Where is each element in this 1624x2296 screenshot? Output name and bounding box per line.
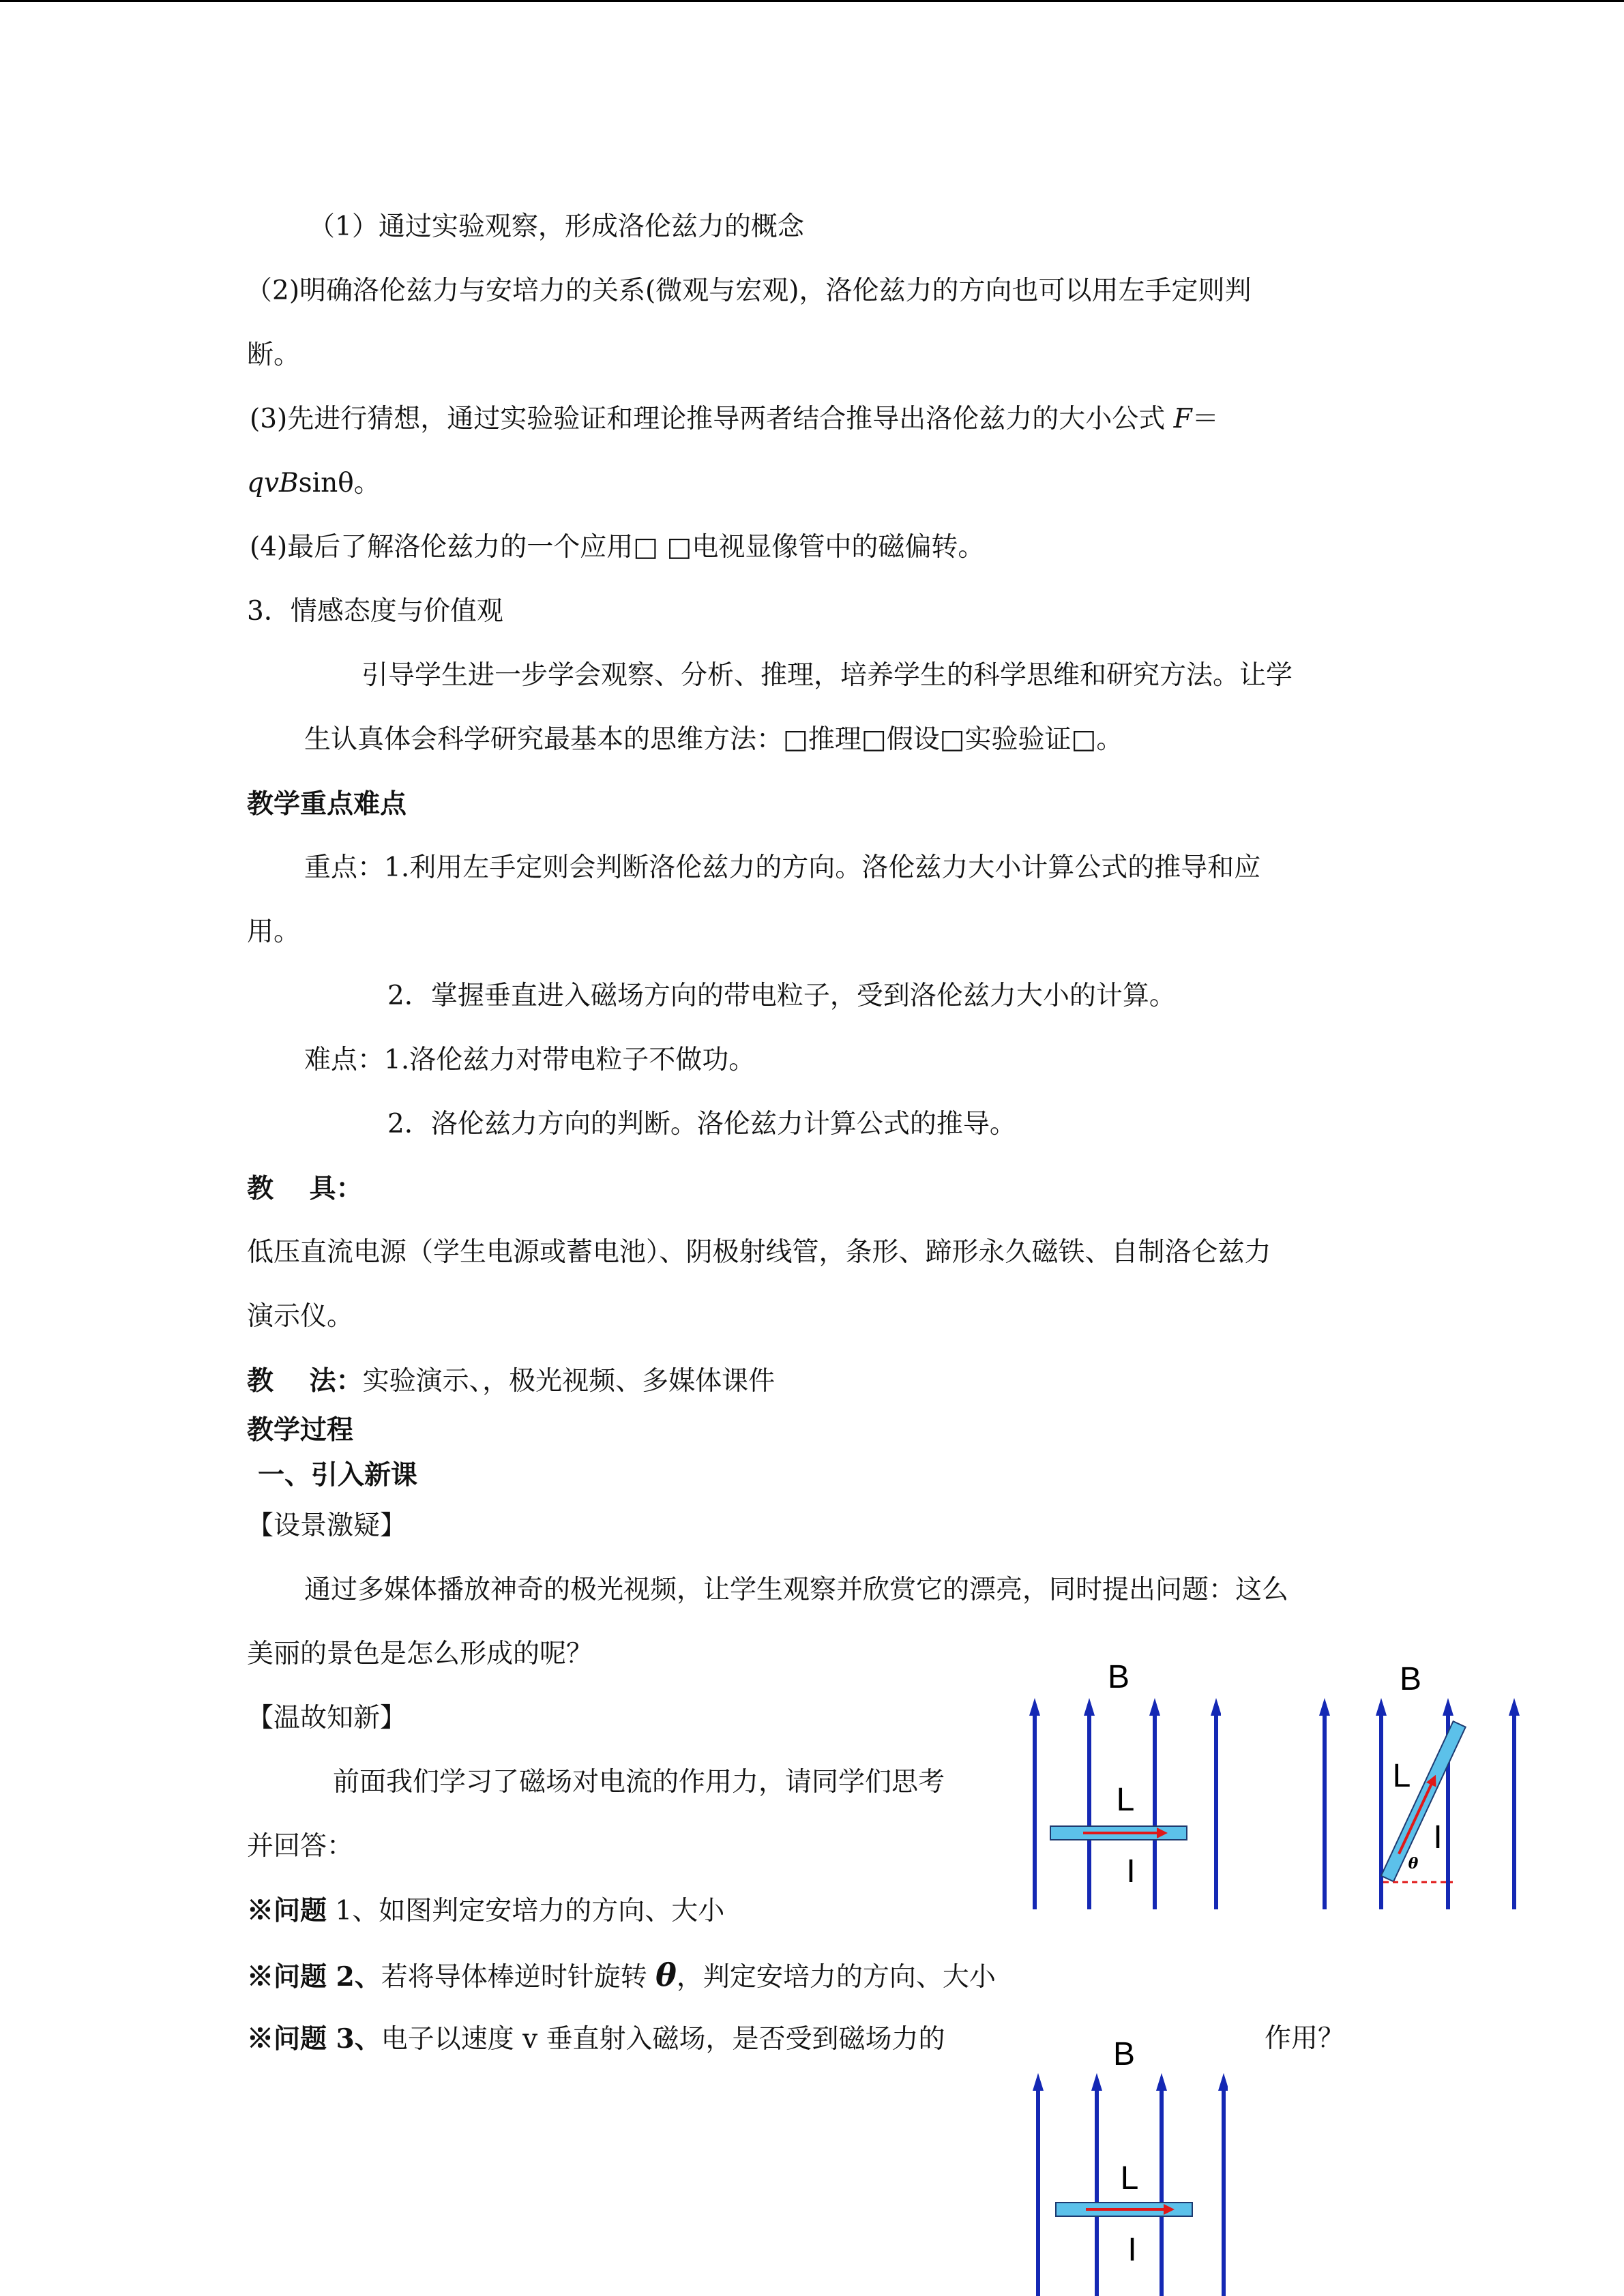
objective-2a: （2)明确洛伦兹力与安培力的关系(微观与宏观)，洛伦兹力的方向也可以用左手定则判 [246,275,1252,306]
field-arrowhead [1029,1698,1040,1716]
field-arrowhead [1218,2073,1228,2091]
review-title: 【温故知新】 [247,1703,407,1733]
question-2-text-b: ，判定安培力的方向、大小 [676,1962,996,1993]
field-arrowhead [1443,1698,1453,1716]
difficulty-1: 难点：1.洛伦兹力对带电粒子不做功。 [304,1045,756,1075]
figure-2-rotated-rod [1310,1650,1535,1923]
review-text-2: 并回答： [247,1831,354,1862]
method-line [247,1365,775,1398]
section-3-title: 3．情感态度与价值观 [247,596,503,627]
question-2-label: ※问题 2、 [247,1961,381,1993]
setup-text-2: 美丽的景色是怎么形成的呢？ [247,1639,593,1669]
field-arrowhead [1091,2073,1102,2091]
key-points-title: 教学重点难点 [247,788,407,820]
tools-text-2: 演示仪。 [247,1301,354,1332]
intro-title: 一、引入新课 [258,1459,418,1491]
angle-label: θ [1408,1855,1419,1873]
objective-3a [250,403,1219,436]
setup-text-1: 通过多媒体播放神奇的极光视频，让学生观察并欣赏它的漂亮，同时提出问题：这么 [304,1575,1289,1605]
current-label: I [1433,1819,1443,1855]
question-3 [247,2023,945,2056]
tools-title: 教 具： [247,1173,363,1204]
setup-title: 【设景激疑】 [247,1510,407,1541]
objective-4: (4)最后了解洛伦兹力的一个应用□ □电视显像管中的磁偏转。 [250,532,985,563]
length-label: L [1120,2160,1139,2196]
theta-symbol: θ [655,1956,677,1993]
formula-F: F [1173,404,1192,434]
objective-1: （1）通过实验观察，形成洛伦兹力的概念 [308,211,804,242]
process-title: 教学过程 [247,1414,354,1446]
length-label: L [1116,1782,1135,1818]
field-arrowhead [1211,1698,1221,1716]
length-label: L [1392,1758,1411,1794]
question-1-text: 1、如图判定安培力的方向、大小 [327,1896,725,1926]
formula-eq: ＝ [1192,404,1219,434]
field-arrowhead [1149,1698,1160,1716]
method-label: 教 法： [247,1365,363,1397]
current-label: I [1127,2232,1137,2268]
method-text: 实验演示、，极光视频、多媒体课件 [362,1366,776,1397]
key-point-1a: 重点：1.利用左手定则会判断洛伦兹力的方向。洛伦兹力大小计算公式的推导和应 [304,852,1261,883]
key-point-2: 2．掌握垂直进入磁场方向的带电粒子，受到洛伦兹力大小的计算。 [387,981,1176,1011]
question-1 [247,1894,724,1928]
field-arrowhead [1509,1698,1520,1716]
field-arrowhead [1156,2073,1167,2091]
figure-1-rod-in-field [1016,1650,1221,1923]
formula-sin: sinθ。 [298,468,381,498]
field-arrowhead [1084,1698,1095,1716]
tools-text-1: 低压直流电源（学生电源或蓄电池）、阴极射线管，条形、蹄形永久磁铁、自制洛仑兹力 [247,1237,1271,1268]
key-point-1b: 用。 [247,916,301,947]
question-2 [247,1958,996,1994]
question-3-text: 电子以速度 v 垂直射入磁场，是否受到磁场力的 [381,2024,945,2055]
question-2-text-a: 若将导体棒逆时针旋转 [381,1962,656,1993]
field-label: B [1112,2036,1136,2072]
objective-3b [247,467,381,500]
review-text-1: 前面我们学习了磁场对电流的作用力，请同学们思考 [333,1767,945,1798]
current-label: I [1126,1853,1136,1890]
formula-qvB: qvB [247,468,299,498]
question-1-label: ※问题 [247,1895,327,1926]
objective-2b: 断。 [247,340,301,370]
field-arrowhead [1319,1698,1330,1716]
figure-3-rod-in-field [1023,2025,1228,2296]
value-text-2: 生认真体会科学研究最基本的思维方法：□推理□假设□实验验证□。 [304,724,1123,755]
question-3-tail: 作用？ [1265,2023,1345,2054]
value-text-1: 引导学生进一步学会观察、分析、推理，培养学生的科学思维和研究方法。让学 [361,660,1293,691]
question-3-label: ※问题 3、 [247,2023,381,2055]
objective-3a-text: (3)先进行猜想，通过实验验证和理论推导两者结合推导出洛伦兹力的大小公式 [250,404,1174,434]
field-label: B [1107,1659,1130,1695]
page-top-border [0,0,1624,2]
difficulty-2: 2．洛伦兹力方向的判断。洛伦兹力计算公式的推导。 [387,1109,1016,1139]
field-arrowhead [1033,2073,1044,2091]
field-label: B [1399,1661,1422,1697]
field-arrowhead [1376,1698,1387,1716]
